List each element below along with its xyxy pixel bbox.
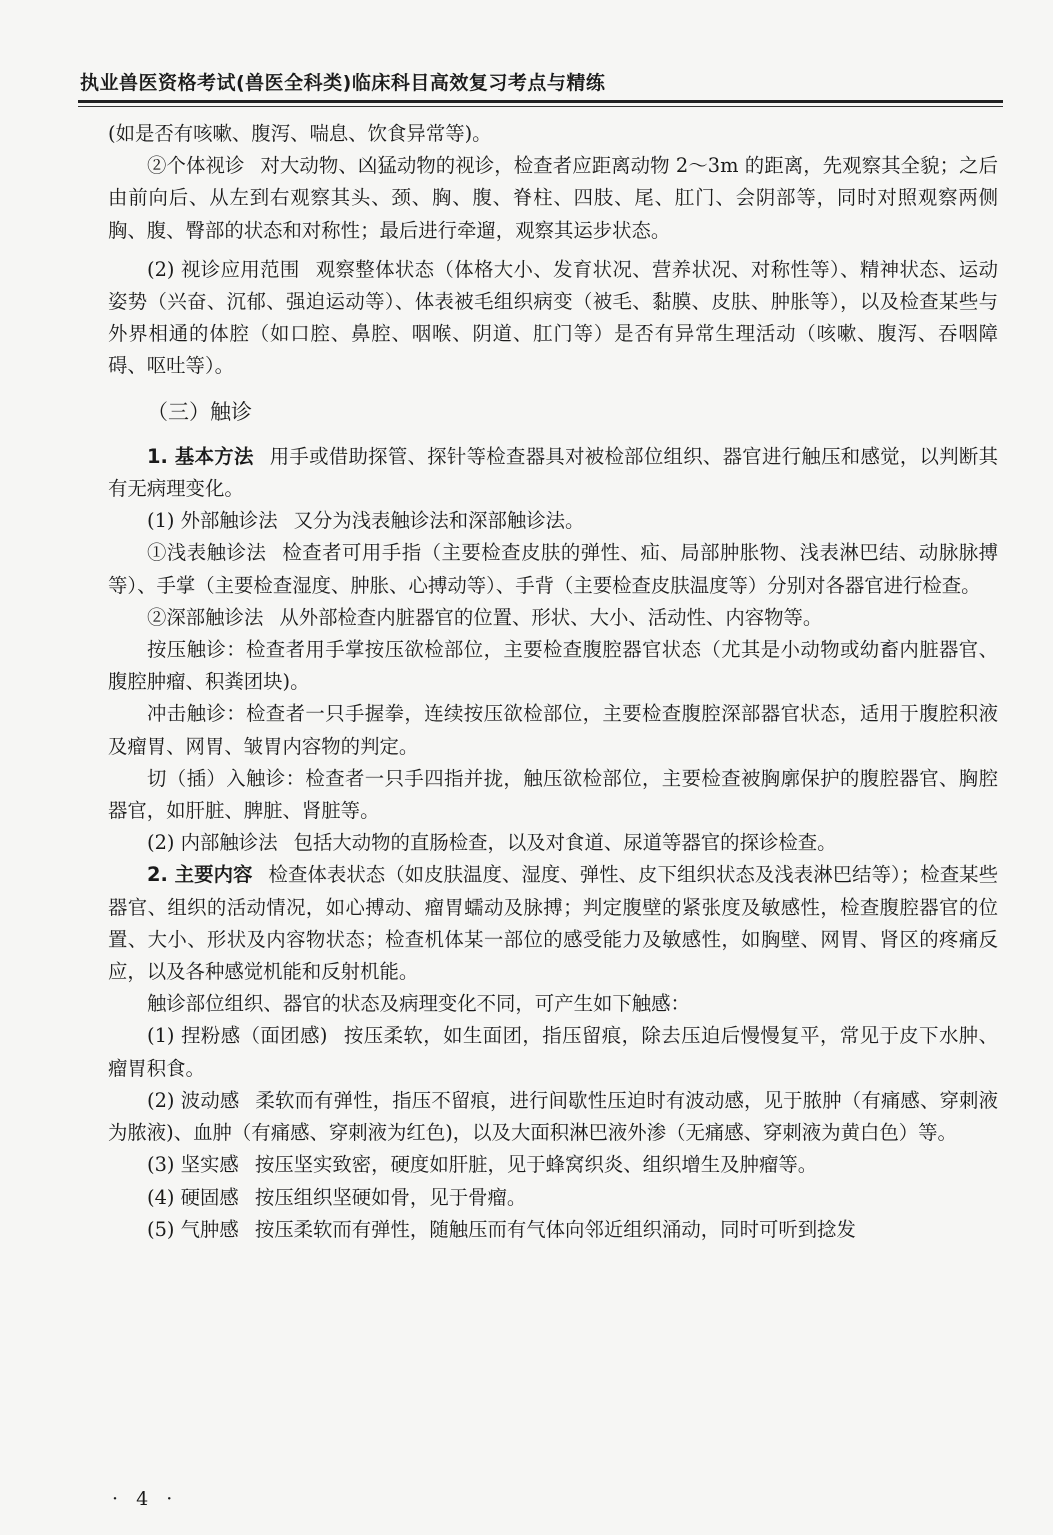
paragraph: [108, 1085, 998, 1149]
paragraph: [108, 859, 998, 988]
paragraph: [108, 1020, 998, 1084]
paragraph: [108, 150, 998, 247]
page-number: · 4 ·: [112, 1488, 179, 1510]
term-label: (2) 视诊应用范围: [147, 257, 300, 281]
header-rule-thick: [78, 100, 1003, 103]
running-header: 执业兽医资格考试(兽医全科类)临床科目高效复习考点与精练: [80, 72, 606, 94]
paragraph: [108, 254, 998, 383]
paragraph-text: 检查体表状态（如皮肤温度、湿度、弹性、皮下组织状态及浅表淋巴结等）；检查某些器官、组织的活动情况，如心搏动、瘤胃蠕动及脉搏；判定腹壁的紧张度及敏感性，检查腹腔器官的位置、大小、形状及内容物状态；检查机体某一部位的感受能力及敏感性，如胸壁、网胃、肾区的疼痛反应，以及各种感觉机能和反射机能。: [108, 863, 998, 984]
term-label: (1) 外部触诊法: [147, 509, 278, 533]
paragraph: (如是否有咳嗽、腹泻、喘息、饮食异常等)。: [108, 122, 492, 145]
paragraph: 切（插）入触诊：检查者一只手四指并拢，触压欲检部位，主要检查被胸廓保护的腹腔器官、胸腔器官，如肝脏、脾脏、肾脏等。: [108, 766, 998, 823]
term-label: (4) 硬固感: [147, 1185, 239, 1209]
subsection-heading: 1. 基本方法: [147, 444, 254, 468]
paragraph-text: 柔软而有弹性，指压不留痕，进行间歇性压迫时有波动感，见于脓肿（有痛感、穿刺液为脓液)、血肿（有痛感、穿刺液为红色)，以及大面积淋巴液外渗（无痛感、穿刺液为黄白色）等。: [108, 1088, 998, 1145]
paragraph: [108, 537, 998, 601]
term-label: (3) 坚实感: [147, 1153, 239, 1177]
paragraph-text: 按压柔软，如生面团，指压留痕，除去压迫后慢慢复平，常见于皮下水肿、瘤胃积食。: [108, 1024, 998, 1080]
paragraph: [108, 1149, 998, 1181]
term-label: ②深部触诊法: [147, 605, 264, 629]
paragraph-text: 检查者可用手指（主要检查皮肤的弹性、疝、局部肿胀物、浅表淋巴结、动脉脉搏等）、手掌（主要检查湿度、肿胀、心搏动等）、手背（主要检查皮肤温度等）分别对各器官进行检查。: [108, 541, 999, 597]
paragraph-text: 包括大动物的直肠检查，以及对食道、尿道等器官的探诊检查。: [293, 831, 837, 855]
term-label: ①浅表触诊法: [147, 541, 267, 565]
term-label: (2) 内部触诊法: [147, 831, 278, 855]
term-label: ②个体视诊: [147, 154, 245, 178]
paragraph-text: 按压坚实致密，硬度如肝脏，见于蜂窝织炎、组织增生及肿瘤等。: [254, 1153, 818, 1177]
paragraph: [108, 602, 998, 634]
term-label: (2) 波动感: [147, 1088, 240, 1112]
paragraph-text: 从外部检查内脏器官的位置、形状、大小、活动性、内容物等。: [279, 605, 823, 629]
term-label: (5) 气肿感: [147, 1217, 239, 1241]
paragraph-text: 对大动物、凶猛动物的视诊，检查者应距离动物 2～3m 的距离，先观察其全貌；之后由前向后、从左到右观察其头、颈、胸、腹、脊柱、四肢、尾、肛门、会阴部等，同时对照观察两侧胸、腹、臀部的状态和对称性；最后进行牵遛，观察其运步状态。: [108, 154, 999, 242]
paragraph: [108, 441, 998, 505]
paragraph-text: 用手或借助探管、探针等检查器具对被检部位组织、器官进行触压和感觉，以判断其有无病理变化。: [108, 444, 999, 501]
paragraph-text: 按压柔软而有弹性，随触压而有气体向邻近组织涌动，同时可听到捻发: [254, 1217, 856, 1241]
paragraph-text: 又分为浅表触诊法和深部触诊法。: [293, 509, 585, 533]
subsection-heading: 2. 主要内容: [147, 863, 253, 887]
header-rule-thin: [78, 106, 1003, 107]
section-heading: （三）触诊: [147, 399, 252, 424]
paragraph: [108, 1182, 998, 1214]
paragraph-text: 观察整体状态（体格大小、发育状况、营养状况、对称性等）、精神状态、运动姿势（兴奋、沉郁、强迫运动等）、体表被毛组织病变（被毛、黏膜、皮肤、肿胀等），以及检查某些与外界相通的体腔（如口腔、鼻腔、咽喉、阴道、肛门等）是否有异常生理活动（咳嗽、腹泻、吞咽障碍、呕吐等）。: [108, 257, 998, 378]
paragraph: 触诊部位组织、器官的状态及病理变化不同，可产生如下触感：: [147, 992, 690, 1016]
paragraph-text: 按压组织坚硬如骨，见于骨瘤。: [254, 1185, 527, 1209]
page-body: [108, 118, 998, 1246]
paragraph: 冲击触诊：检查者一只手握拳，连续按压欲检部位，主要检查腹腔深部器官状态，适用于腹腔积液及瘤胃、网胃、皱胃内容物的判定。: [108, 702, 998, 758]
paragraph: [108, 1214, 998, 1246]
paragraph: [108, 505, 998, 537]
term-label: (1) 捏粉感（面团感): [147, 1024, 328, 1048]
paragraph: [108, 827, 998, 859]
paragraph: 按压触诊：检查者用手掌按压欲检部位，主要检查腹腔器官状态（尤其是小动物或幼畜内脏器官、腹腔肿瘤、积粪团块)。: [108, 638, 998, 694]
